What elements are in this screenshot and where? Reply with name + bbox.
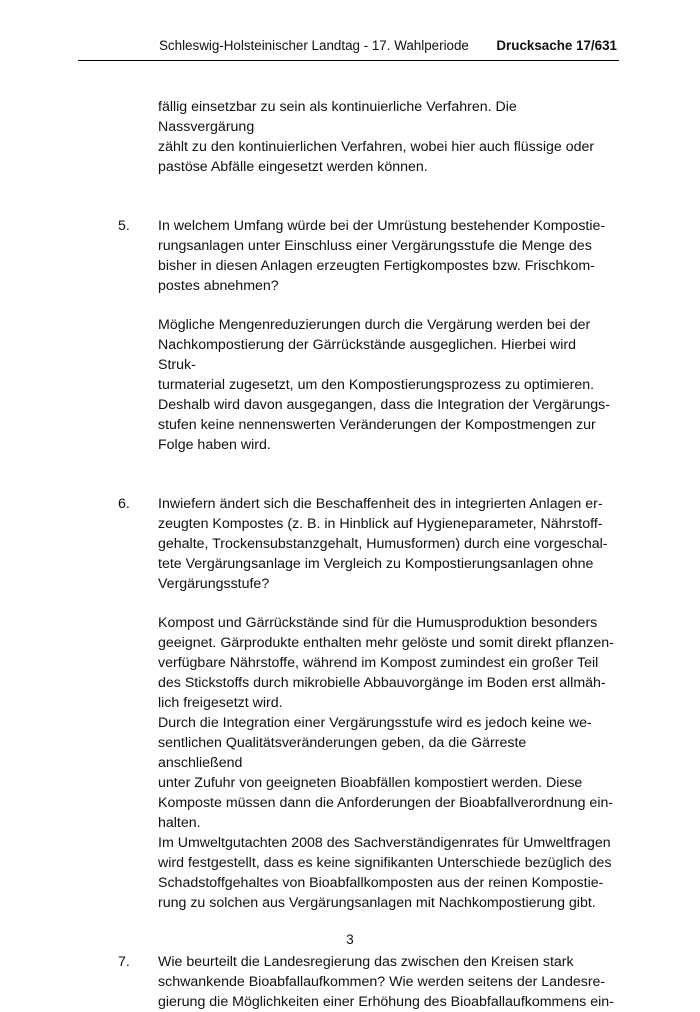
question-7 — [0, 952, 700, 1012]
text-line: Vergärungsstufe? — [158, 576, 270, 592]
text-line: fällig einsetzbar zu sein als kontinuierliche Verfahren. Die Nassvergärung — [158, 99, 517, 135]
text-line: sentlichen Qualitätsveränderungen geben, da die Gärreste anschließend — [158, 735, 527, 771]
page-number: 3 — [346, 932, 354, 947]
text-line: Wie beurteilt die Landesregierung das zwischen den Kreisen stark — [158, 954, 574, 970]
text-line: halten. — [158, 815, 201, 831]
text-line: bisher in diesen Anlagen erzeugten Fertigkompostes bzw. Frischkom- — [158, 258, 595, 274]
text-line: lich freigesetzt wird. — [158, 695, 283, 711]
text-line: gehalte, Trockensubstanzgehalt, Humusformen) durch eine vorgeschal- — [158, 536, 608, 552]
text-line: verfügbare Nährstoffe, während im Kompost zumindest ein großer Teil — [158, 655, 599, 671]
text-line: turmaterial zugesetzt, um den Kompostierungsprozess zu optimieren. — [158, 377, 595, 393]
document-number: Drucksache 17/631 — [496, 38, 617, 53]
text-line: Nachkompostierung der Gärrückstände ausgeglichen. Hierbei wird Struk- — [158, 337, 576, 373]
document-body — [0, 97, 700, 1012]
text-line: Deshalb wird davon ausgegangen, dass die Integration der Vergärungs- — [158, 397, 610, 413]
text-line: postes abnehmen? — [158, 278, 279, 294]
text-line: geeignet. Gärprodukte enthalten mehr gelöste und somit direkt pflanzen- — [158, 635, 614, 651]
text-line: In welchem Umfang würde bei der Umrüstung bestehender Kompostie- — [158, 218, 606, 234]
text-line: Kompost und Gärrückstände sind für die Humusproduktion besonders — [158, 615, 598, 631]
text-line: Schadstoffgehaltes von Bioabfallkomposten aus der reinen Kompostie- — [158, 875, 604, 891]
text-line: Durch die Integration einer Vergärungsstufe wird es jedoch keine we- — [158, 715, 592, 731]
text-line: rung zu solchen aus Vergärungsanlagen mit Nachkompostierung gibt. — [158, 895, 596, 911]
text-line: zeugten Kompostes (z. B. in Hinblick auf Hygieneparameter, Nährstoff- — [158, 516, 603, 532]
text-line: Folge haben wird. — [158, 437, 271, 453]
answer-5 — [0, 315, 700, 455]
question-5 — [0, 216, 700, 296]
intro-paragraph — [0, 97, 700, 177]
text-line: des Stickstoffs durch mikrobielle Abbauvorgänge im Boden erst allmäh- — [158, 675, 606, 691]
question-number: 5. — [118, 218, 130, 234]
question-number: 7. — [118, 954, 130, 970]
text-line: Inwiefern ändert sich die Beschaffenheit des in integrierten Anlagen er- — [158, 496, 603, 512]
text-line: zählt zu den kontinuierlichen Verfahren, wobei hier auch flüssige oder — [158, 139, 595, 155]
text-line: unter Zufuhr von geeigneten Bioabfällen kompostiert werden. Diese — [158, 775, 583, 791]
header-title: Schleswig-Holsteinischer Landtag - 17. Wahlperiode — [159, 38, 469, 53]
answer-6 — [0, 613, 700, 913]
question-text — [0, 494, 700, 594]
text-line: stufen keine nennenswerten Veränderungen der Kompostmengen zur — [158, 417, 596, 433]
question-text — [0, 952, 700, 1012]
text-line: Mögliche Mengenreduzierungen durch die Vergärung werden bei der — [158, 317, 591, 333]
page-header — [78, 38, 619, 61]
question-number: 6. — [118, 496, 130, 512]
question-text — [0, 216, 700, 296]
text-line: gierung die Möglichkeiten einer Erhöhung des Bioabfallaufkommens ein- — [158, 994, 614, 1010]
text-line: pastöse Abfälle eingesetzt werden können. — [158, 159, 428, 175]
text-line: Komposte müssen dann die Anforderungen der Bioabfallverordnung ein- — [158, 795, 614, 811]
text-line: tete Vergärungsanlage im Vergleich zu Kompostierungsanlagen ohne — [158, 556, 594, 572]
question-6 — [0, 494, 700, 594]
text-line: wird festgestellt, dass es keine signifikanten Unterschiede bezüglich des — [158, 855, 612, 871]
text-line: Im Umweltgutachten 2008 des Sachverständigenrates für Umweltfragen — [158, 835, 611, 851]
text-line: schwankende Bioabfallaufkommen? Wie werden seitens der Landesre- — [158, 974, 606, 990]
text-line: rungsanlagen unter Einschluss einer Vergärungsstufe die Menge des — [158, 238, 592, 254]
